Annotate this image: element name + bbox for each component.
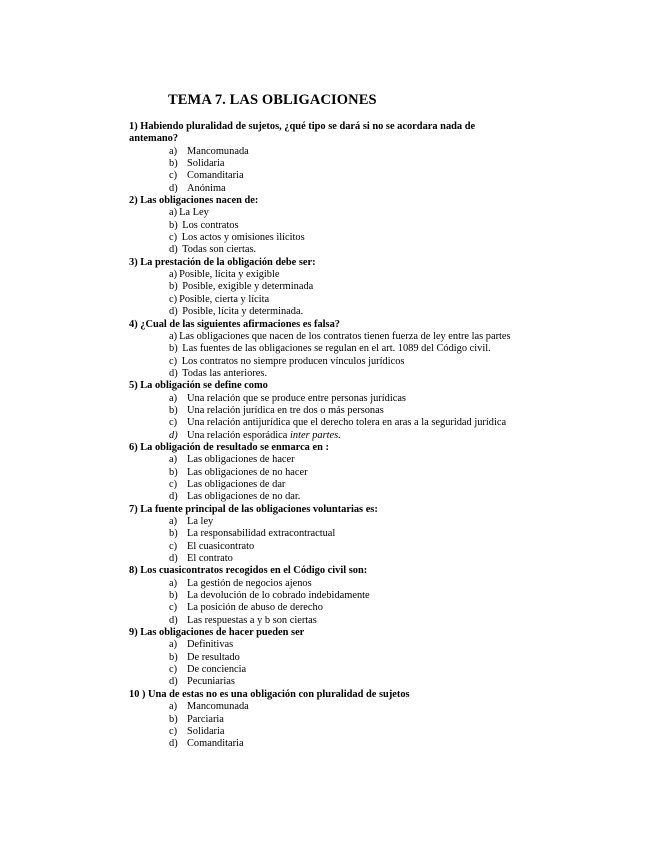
option-2c: c) Los actos y omisiones ilícitos xyxy=(169,232,305,244)
question-7: 7) La fuente principal de las obligaciones voluntarias es: xyxy=(129,503,378,515)
question-list xyxy=(129,121,529,751)
option-2d: d) Todas son ciertas. xyxy=(169,244,257,256)
question-10: 10 ) Una de estas no es una obligación con pluralidad de sujetos xyxy=(129,688,410,700)
option-2b: b) Los contratos xyxy=(169,219,239,231)
option-6a: a) Las obligaciones de hacer xyxy=(169,454,295,466)
option-6c: c) Las obligaciones de dar xyxy=(169,478,286,490)
question-2: 2) Las obligaciones nacen de: xyxy=(129,195,259,207)
option-7a: a) La ley xyxy=(169,516,214,527)
option-3a: a) Posible, lícita y exigible xyxy=(169,269,280,281)
question-5: 5) La obligación se define como xyxy=(129,380,268,392)
option-4d: d) Todas las anteriores. xyxy=(169,367,268,379)
question-3: 3) La prestación de la obligación debe ser: xyxy=(129,256,316,268)
option-10d: d) Comanditaria xyxy=(169,738,244,750)
option-4c: c) Los contratos no siempre producen vínculos jurídicos xyxy=(169,355,405,367)
option-10c: c) Solidaria xyxy=(169,725,225,737)
option-7d: d) El contrato xyxy=(169,553,233,565)
option-2a: a) La Ley xyxy=(169,207,209,219)
option-4b: b) Las fuentes de las obligaciones se regulan en el art. 1089 del Código civil. xyxy=(169,343,491,355)
option-10b: b) Parciaria xyxy=(169,713,224,725)
option-5c: c) Una relación antijurídica que el derecho tolera en aras a la seguridad jurídica xyxy=(169,417,507,429)
option-9b: b) De resultado xyxy=(169,651,240,663)
option-5a: a) Una relación que se produce entre personas jurídicas xyxy=(169,392,406,404)
question-6: 6) La obligación de resultado se enmarca en : xyxy=(129,441,329,453)
option-1c: c) Comanditaria xyxy=(169,170,244,182)
option-8d: d) Las respuestas a y b son ciertas xyxy=(169,614,317,626)
option-1b: b) Solidaria xyxy=(169,158,225,170)
option-1d: d) Anónima xyxy=(169,182,226,194)
option-8c: c) La posición de abuso de derecho xyxy=(169,602,323,614)
option-8a: a) La gestión de negocios ajenos xyxy=(169,577,312,589)
option-4a: a) Las obligaciones que nacen de los contratos tienen fuerza de ley entre las partes xyxy=(169,330,511,342)
option-1a: a) Mancomunada xyxy=(169,145,249,157)
option-9c: c) De conciencia xyxy=(169,664,247,676)
question-4: 4) ¿Cual de las siguientes afirmaciones es falsa? xyxy=(129,318,340,330)
option-10a: a) Mancomunada xyxy=(169,701,249,713)
option-3b: b) Posible, exigible y determinada xyxy=(169,281,314,293)
question-1: 1) Habiendo pluralidad de sujetos, ¿qué tipo se dará si no se acordara nada de antemano? xyxy=(129,121,476,145)
option-9d: d) Pecuniarias xyxy=(169,676,235,688)
option-6b: b) Las obligaciones de no hacer xyxy=(169,466,308,478)
option-7c: c) El cuasicontrato xyxy=(169,540,255,552)
question-9: 9) Las obligaciones de hacer pueden ser xyxy=(129,627,305,639)
option-9a: a) Definitivas xyxy=(169,639,234,651)
option-3d: d) Posible, lícita y determinada. xyxy=(169,306,304,318)
option-5d: d) Una relación esporádica inter partes. xyxy=(169,429,341,441)
option-6d: d) Las obligaciones de no dar. xyxy=(169,491,301,503)
question-8: 8) Los cuasicontratos recogidos en el Código civil son: xyxy=(129,565,368,577)
option-3c: c) Posible, cierta y lícita xyxy=(169,293,270,305)
option-5b: b) Una relación jurídica en tre dos o más personas xyxy=(169,404,384,416)
option-7b: b) La responsabilidad extracontractual xyxy=(169,528,336,540)
option-8b: b) La devolución de lo cobrado indebidamente xyxy=(169,590,370,602)
page-title: TEMA 7. LAS OBLIGACIONES xyxy=(168,92,377,108)
